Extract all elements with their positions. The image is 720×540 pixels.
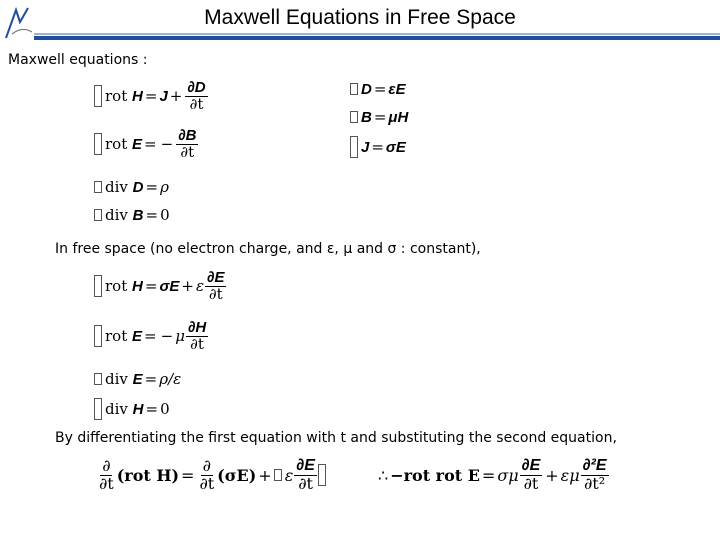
free-rot-e: rot E = − μ $\frac{\partial H}{\partial t}$ (94, 320, 209, 353)
missing-glyph-box (350, 111, 358, 123)
maxwell-div-d: div D = ρ (94, 178, 169, 196)
missing-glyph-box (94, 325, 102, 347)
intro-text: Maxwell equations : (8, 52, 148, 68)
maxwell-div-b: div B = 0 (94, 206, 170, 224)
maxwell-rot-h: rot H = J + $\frac{\partial D}{\partial t}$ (94, 80, 209, 113)
header-rule-light (34, 33, 720, 35)
free-rot-h: rot H = σE + ε $\frac{\partial E}{\partial t}$ (94, 270, 227, 303)
free-div-h: div H = 0 (94, 398, 170, 420)
missing-glyph-box (94, 133, 102, 155)
missing-glyph-box (274, 469, 282, 481)
missing-glyph-box (94, 373, 102, 385)
missing-glyph-box (318, 464, 326, 486)
header-rule-dark (34, 36, 720, 40)
missing-glyph-box (350, 83, 358, 95)
constitutive-b: B = μH (350, 108, 408, 126)
maxwell-rot-e: rot E = − $\frac{\partial B}{\partial t}$ (94, 128, 199, 161)
constitutive-j: J = σE (350, 136, 406, 158)
differentiation-text: By differentiating the first equation with t and substituting the second equation, (55, 430, 617, 446)
final-equation-right: ∴ −rot rot E = σμ $\frac{\partial E}{\partial t}$ + εμ $\frac{\text{∂²E}}{\text{∂t²}}$ (378, 457, 607, 493)
constitutive-d: D = εE (350, 80, 406, 98)
missing-glyph-box (94, 85, 102, 107)
free-div-e: div E = ρ/ε (94, 370, 181, 388)
page-title: Maxwell Equations in Free Space (204, 6, 516, 29)
missing-glyph-box (94, 275, 102, 297)
missing-glyph-box (94, 209, 102, 221)
missing-glyph-box (94, 398, 102, 420)
missing-glyph-box (350, 136, 358, 158)
final-equation-left: $\frac{\partial}{\partial t}$ (rot H) = $\frac{\partial}{\partial t}$ (σE) + ε $\frac{\partial E}{\partial t}$ (96, 458, 329, 493)
free-space-text: In free space (no electron charge, and ε, μ and σ : constant), (55, 241, 481, 257)
missing-glyph-box (94, 181, 102, 193)
